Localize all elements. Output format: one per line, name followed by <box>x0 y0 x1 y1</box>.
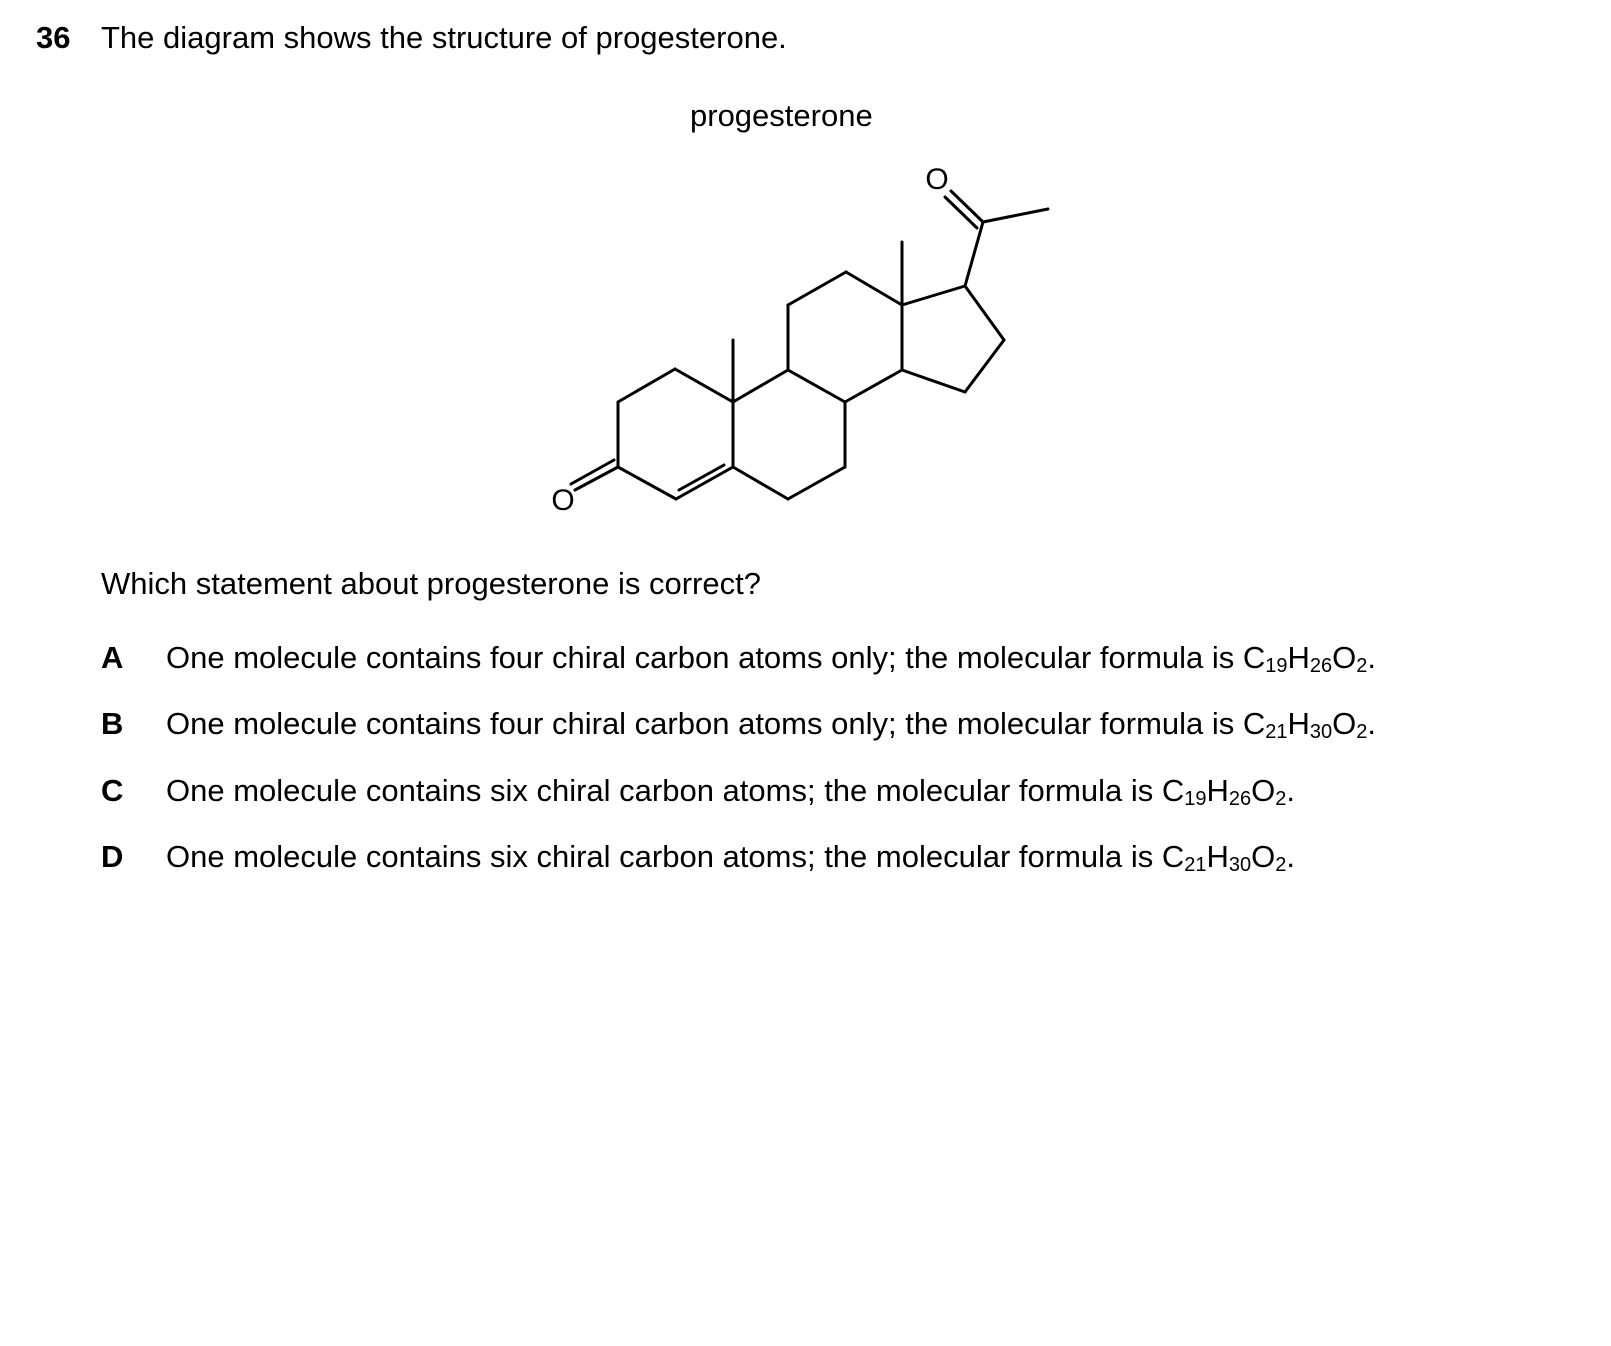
option-statement: One molecule contains six chiral carbon atoms; the molecular formula is $C_{21}H_{30}O_2$. <box>166 839 1296 876</box>
question-number: 36 <box>36 20 71 55</box>
molecular-formula: $C_{21}H_{30}O_2$. <box>1242 706 1377 743</box>
molecular-formula: $C_{19}H_{26}O_2$. <box>1161 773 1296 810</box>
oxygen-atom-label: O <box>551 484 575 517</box>
option-letter: C <box>101 773 124 808</box>
molecular-formula: $C_{21}H_{30}O_2$. <box>1161 839 1296 876</box>
oxygen-atom-label: O <box>925 163 949 196</box>
molecular-formula: $C_{19}H_{26}O_2$. <box>1242 640 1377 677</box>
option-statement: One molecule contains four chiral carbon atoms only; the molecular formula is $C_{19}H_{26}O_2$. <box>166 640 1377 677</box>
acetyl-side-chain <box>945 191 1048 286</box>
ketone-3 <box>571 460 618 490</box>
question-stem: The diagram shows the structure of progesterone. <box>101 20 787 55</box>
option-letter: D <box>101 839 124 874</box>
ring-b <box>733 370 845 499</box>
ring-c <box>788 272 902 402</box>
question-prompt: Which statement about progesterone is correct? <box>101 566 761 601</box>
ring-a <box>618 369 733 499</box>
molecule-label: progesterone <box>690 98 873 133</box>
ring-d <box>902 286 1004 392</box>
option-statement: One molecule contains six chiral carbon atoms; the molecular formula is $C_{19}H_{26}O_2$. <box>166 773 1296 810</box>
option-letter: B <box>101 706 124 741</box>
option-statement: One molecule contains four chiral carbon atoms only; the molecular formula is $C_{21}H_{30}O_2$. <box>166 706 1377 743</box>
option-letter: A <box>101 640 124 675</box>
